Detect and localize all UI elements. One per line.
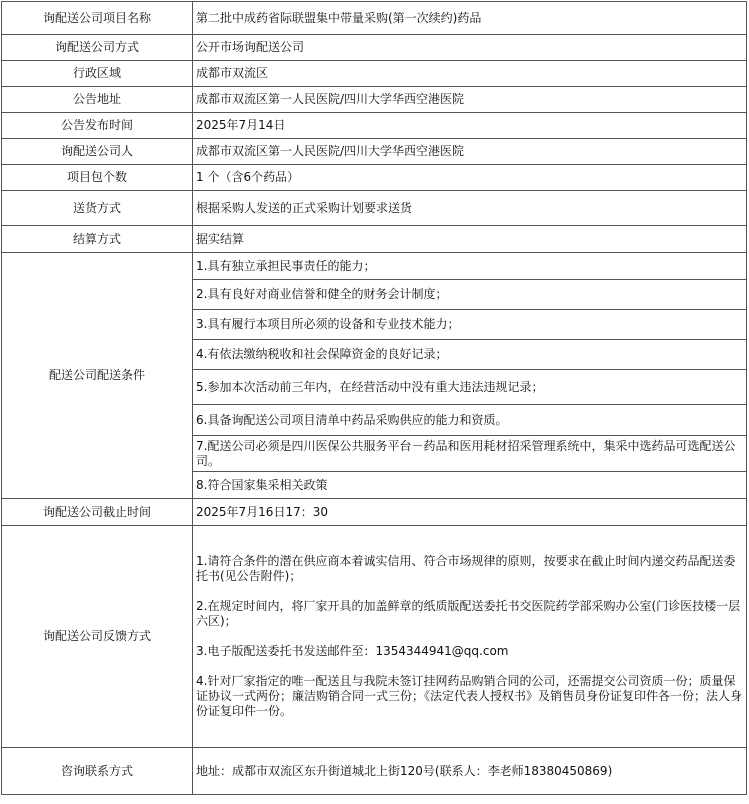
contact-value: 地址：成都市双流区东升街道城北上街120号(联系人：李老师18380450869) bbox=[193, 748, 747, 795]
condition-item: 5.参加本次活动前三年内，在经营活动中没有重大违法违规记录； bbox=[193, 370, 747, 405]
region-label: 行政区域 bbox=[2, 61, 193, 87]
method-label: 询配送公司方式 bbox=[2, 35, 193, 61]
condition-item: 7.配送公司必须是四川医保公共服务平台－药品和医用耗材招采管理系统中，集采中选药品可选配送公司。 bbox=[193, 436, 747, 472]
package-count-value: 1 个（含6个药品） bbox=[193, 165, 747, 191]
condition-item: 8.符合国家集采相关政策 bbox=[193, 472, 747, 499]
address-label: 公告地址 bbox=[2, 87, 193, 113]
feedback-item: 3.电子版配送委托书发送邮件至：1354344941@qq.com bbox=[196, 644, 509, 658]
row-project-name bbox=[2, 2, 747, 35]
row-settlement bbox=[2, 226, 747, 253]
publish-time-label: 公告发布时间 bbox=[2, 113, 193, 139]
inquirer-label: 询配送公司人 bbox=[2, 139, 193, 165]
row-address bbox=[2, 87, 747, 113]
condition-item: 2.具有良好对商业信誉和健全的财务会计制度； bbox=[193, 280, 747, 310]
conditions-label: 配送公司配送条件 bbox=[2, 253, 193, 499]
condition-item: 3.具有履行本项目所必须的设备和专业技术能力； bbox=[193, 310, 747, 340]
row-method bbox=[2, 35, 747, 61]
row-publish-time bbox=[2, 113, 747, 139]
row-inquirer bbox=[2, 139, 747, 165]
announcement-table bbox=[1, 1, 747, 795]
row-delivery bbox=[2, 191, 747, 226]
row-package-count bbox=[2, 165, 747, 191]
deadline-value: 2025年7月16日17：30 bbox=[193, 499, 747, 526]
row-condition bbox=[2, 253, 747, 280]
settlement-label: 结算方式 bbox=[2, 226, 193, 253]
condition-item: 1.具有独立承担民事责任的能力； bbox=[193, 253, 747, 280]
contact-label: 咨询联系方式 bbox=[2, 748, 193, 795]
condition-item: 4.有依法缴纳税收和社会保障资金的良好记录； bbox=[193, 340, 747, 370]
settlement-value: 据实结算 bbox=[193, 226, 747, 253]
package-count-label: 项目包个数 bbox=[2, 165, 193, 191]
row-contact bbox=[2, 748, 747, 795]
project-name-value: 第二批中成药省际联盟集中带量采购(第一次续约)药品 bbox=[193, 2, 747, 35]
region-value: 成都市双流区 bbox=[193, 61, 747, 87]
feedback-item: 4.针对厂家指定的唯一配送且与我院未签订挂网药品购销合同的公司，还需提交公司资质一份；质量保证协议一式两份；廉洁购销合同一式三份；《法定代表人授权书》及销售员身份证复印件各一份；法人身份证复印件一份。 bbox=[196, 674, 743, 718]
deadline-label: 询配送公司截止时间 bbox=[2, 499, 193, 526]
method-value: 公开市场询配送公司 bbox=[193, 35, 747, 61]
project-name-label: 询配送公司项目名称 bbox=[2, 2, 193, 35]
feedback-item: 1.请符合条件的潜在供应商本着诚实信用、符合市场规律的原则，按要求在截止时间内递交药品配送委托书(见公告附件)； bbox=[196, 554, 736, 583]
address-value: 成都市双流区第一人民医院/四川大学华西空港医院 bbox=[193, 87, 747, 113]
row-deadline bbox=[2, 499, 747, 526]
condition-item: 6.具备询配送公司项目清单中药品采购供应的能力和资质。 bbox=[193, 405, 747, 436]
delivery-value: 根据采购人发送的正式采购计划要求送货 bbox=[193, 191, 747, 226]
feedback-content bbox=[193, 526, 747, 748]
delivery-label: 送货方式 bbox=[2, 191, 193, 226]
row-region bbox=[2, 61, 747, 87]
feedback-item: 2.在规定时间内，将厂家开具的加盖鲜章的纸质版配送委托书交医院药学部采购办公室(门诊医技楼一层六区)； bbox=[196, 599, 741, 628]
inquirer-value: 成都市双流区第一人民医院/四川大学华西空港医院 bbox=[193, 139, 747, 165]
feedback-label: 询配送公司反馈方式 bbox=[2, 526, 193, 748]
row-feedback bbox=[2, 526, 747, 748]
publish-time-value: 2025年7月14日 bbox=[193, 113, 747, 139]
